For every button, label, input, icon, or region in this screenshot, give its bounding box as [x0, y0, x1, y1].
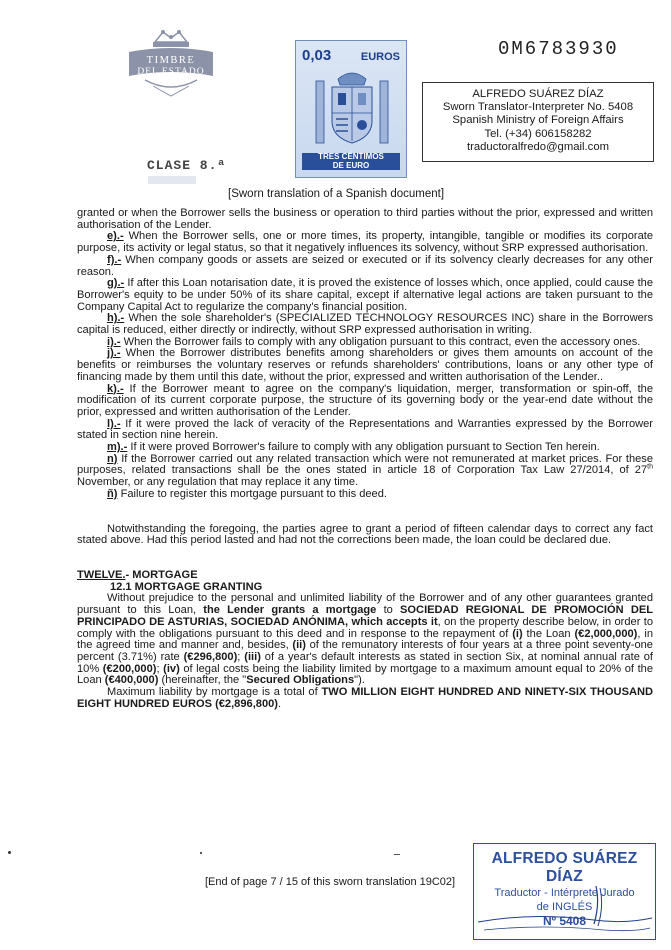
clause-j-label: j).- — [107, 347, 121, 360]
clause-h-text: When the sole shareholder's (SPECIALIZED TECHNOLOGY RESOURCES INC) share in the Borrowers capital is reduced, either directly or indirectly, without SRP expressed authorisation in writing. — [77, 312, 653, 337]
scan-dot — [200, 852, 202, 854]
clase-smudge — [148, 176, 196, 184]
stamp-band-line2: DE EURO — [332, 160, 370, 170]
page-footer-note: [End of page 7 / 15 of this sworn translation 19C02] — [205, 876, 456, 888]
translator-email: traductoralfredo@gmail.com — [466, 140, 610, 153]
stamp-band-line1: TRES CÉNTIMOS — [318, 152, 384, 161]
clause-k-label: k).- — [107, 382, 124, 395]
clause-i-text: When the Borrower fails to comply with any obligation pursuant to this contract, even the accessory ones. — [120, 335, 641, 348]
section-label: TWELVE. — [77, 568, 126, 581]
clause-j — [77, 348, 653, 383]
clause-h — [77, 313, 653, 336]
clause-ñ-label: ñ) — [107, 487, 118, 500]
clause-g-label: g).- — [107, 277, 125, 290]
clause-ñ — [77, 489, 653, 501]
clause-k — [77, 384, 653, 419]
seal-line1: Traductor - Intérprete Jurado — [494, 887, 635, 899]
paragraph-intro: granted or when the Borrower sells the business or operation to third parties without the prior, expressed and written authorisation of the Lender. — [77, 207, 653, 231]
clause-l-label: l).- — [107, 417, 121, 430]
document-body — [77, 208, 653, 710]
section-title: - MORTGAGE — [125, 568, 198, 581]
revenue-stamp — [295, 40, 407, 178]
paragraph-notwithstanding: Notwithstanding the foregoing, the parties agree to grant a period of fifteen calendar days to correct any fact stated above. Had this period lasted and had not the corrections been made, the loan could be declared due. — [77, 522, 653, 547]
clause-e-label: e).- — [107, 230, 124, 243]
scan-dot — [8, 851, 11, 854]
translator-seal — [473, 843, 656, 940]
stamp-band — [302, 153, 400, 170]
translator-phone: Tel. (+34) 606158282 — [484, 127, 592, 140]
seal-name: ALFREDO SUÁREZ DÍAZ — [491, 850, 638, 885]
clause-i-label: i).- — [107, 335, 121, 348]
clause-ñ-text: Failure to register this mortgage pursuant to this deed. — [117, 487, 387, 500]
clause-l-text: If it were proved the lack of veracity of the Representations and Warranties expressed by the Borrower stated in section nine herein. — [77, 417, 653, 442]
clause-e — [77, 231, 653, 254]
clase-label: CLASE 8.ª — [147, 158, 227, 173]
clause-j-text: When the Borrower distributes benefits among shareholders or gives them amounts on account of the benefits or reimburses the voluntary reserves or refunds shareholders' contributions, loans or any other type of financing made by them until this date, without the prior, expressed and written authorisation of the Lender.. — [77, 347, 653, 383]
clause-g-text: If after this Loan notarisation date, it is proved the existence of losses which, once applied, could cause the Borrower's equity to be under 50% of its share capital, except if alternative legal actions are taken pursuant to the Company Capital Act to regularize the company's financial position. — [77, 277, 653, 313]
clause-m-label: m).- — [107, 441, 128, 454]
clause-g — [77, 278, 653, 313]
clause-f-label: f).- — [107, 253, 122, 266]
clause-n-label: n) — [107, 452, 118, 465]
clause-n — [77, 454, 653, 489]
mortgage-paragraph-1: Without prejudice to the personal and unlimited liability of the Borrower and of any other guarantees granted pursuant to this Loan, the Lender grants a mortgage to SOCIEDAD REGIONAL DE PROMOCIÓN DEL PRINCIPADO DE ASTURIAS, SOCIEDAD ANÓNIMA, which accepts it, on the property describe below, in order to comply with the obligations pursuant to this deed and in response to the repayment of (i) the Loan (€2,000,000), in the agreed time and manner and, besides, (ii) of the remunatory interests of four years at a three point seventy-one percent (3.71%) rate (€296,800); (iii) of a year's default interests as stated in section Six, at nominal annual rate of 10% (€200,000); (iv) of legal costs being the liability limited by mortgage to a maximum amount equal to 20% of the Loan (€400,000) (hereinafter, the "Secured Obligations"). — [77, 592, 654, 687]
timbre-line2: DEL ESTADO — [137, 67, 205, 77]
translator-info-box — [422, 82, 654, 162]
clause-n-text-1: If the Borrower carried out any related transaction which were not remunerated at market prices. For these purposes, related transactions shall be the ones stated in article 18 of Corporation Tax Law 27/2014, of 27 — [77, 452, 653, 477]
clause-f — [77, 255, 653, 278]
clause-l — [77, 419, 653, 442]
serial-number: 0M6783930 — [498, 38, 619, 60]
seal-line3: Nº 5408 — [542, 914, 587, 928]
seal-line2: de INGLÉS — [536, 901, 593, 913]
stamp-value: 0,03 — [302, 47, 332, 64]
timbre-del-estado-seal — [125, 28, 217, 98]
clause-h-label: h).- — [107, 312, 125, 325]
clause-f-text: When company goods or assets are seized or executed or if its solvency clearly decreases for any other reason. — [77, 253, 653, 278]
signature-icon — [474, 844, 657, 941]
clause-e-text: When the Borrower sells, one or more times, its property, intangible, tangible or modifies its corporate purpose, its activity or legal status, so that it negatively influences its solvency, without SRP expressed authorisation. — [77, 230, 653, 255]
clause-n-text-2: November, or any regulation that may replace it any time. — [77, 476, 359, 489]
mortgage-paragraph-2: Maximum liability by mortgage is a total of TWO MILLION EIGHT HUNDRED AND NINETY-SIX THOUSAND EIGHT HUNDRED EUROS (€2,896,800). — [77, 686, 653, 710]
sworn-translation-note: [Sworn translation of a Spanish document] — [228, 188, 445, 200]
coat-of-arms-icon — [314, 67, 390, 151]
clause-k-text: If the Borrower meant to agree on the company's liquidation, merger, transformation or spin-off, the modification of its current corporate purpose, the structure of its governing body or the year-end date without the prior, expressed and written authorisation of the Lender. — [77, 382, 653, 418]
section-heading — [77, 570, 653, 582]
translator-ministry: Spanish Ministry of Foreign Affairs — [452, 114, 624, 127]
clause-m-text: If it were proved Borrower's failure to comply with any obligation pursuant to Section Ten herein. — [127, 441, 600, 454]
timbre-line1: TIMBRE — [146, 55, 196, 66]
translator-title: Sworn Translator-Interpreter No. 5408 — [442, 101, 634, 114]
clause-n-sup: th — [647, 463, 653, 471]
subsection-heading: 12.1 MORTGAGE GRANTING — [110, 580, 263, 593]
scan-dash — [394, 854, 400, 855]
translator-name: ALFREDO SUÁREZ DÍAZ — [472, 88, 604, 100]
stamp-currency: EUROS — [360, 51, 400, 63]
